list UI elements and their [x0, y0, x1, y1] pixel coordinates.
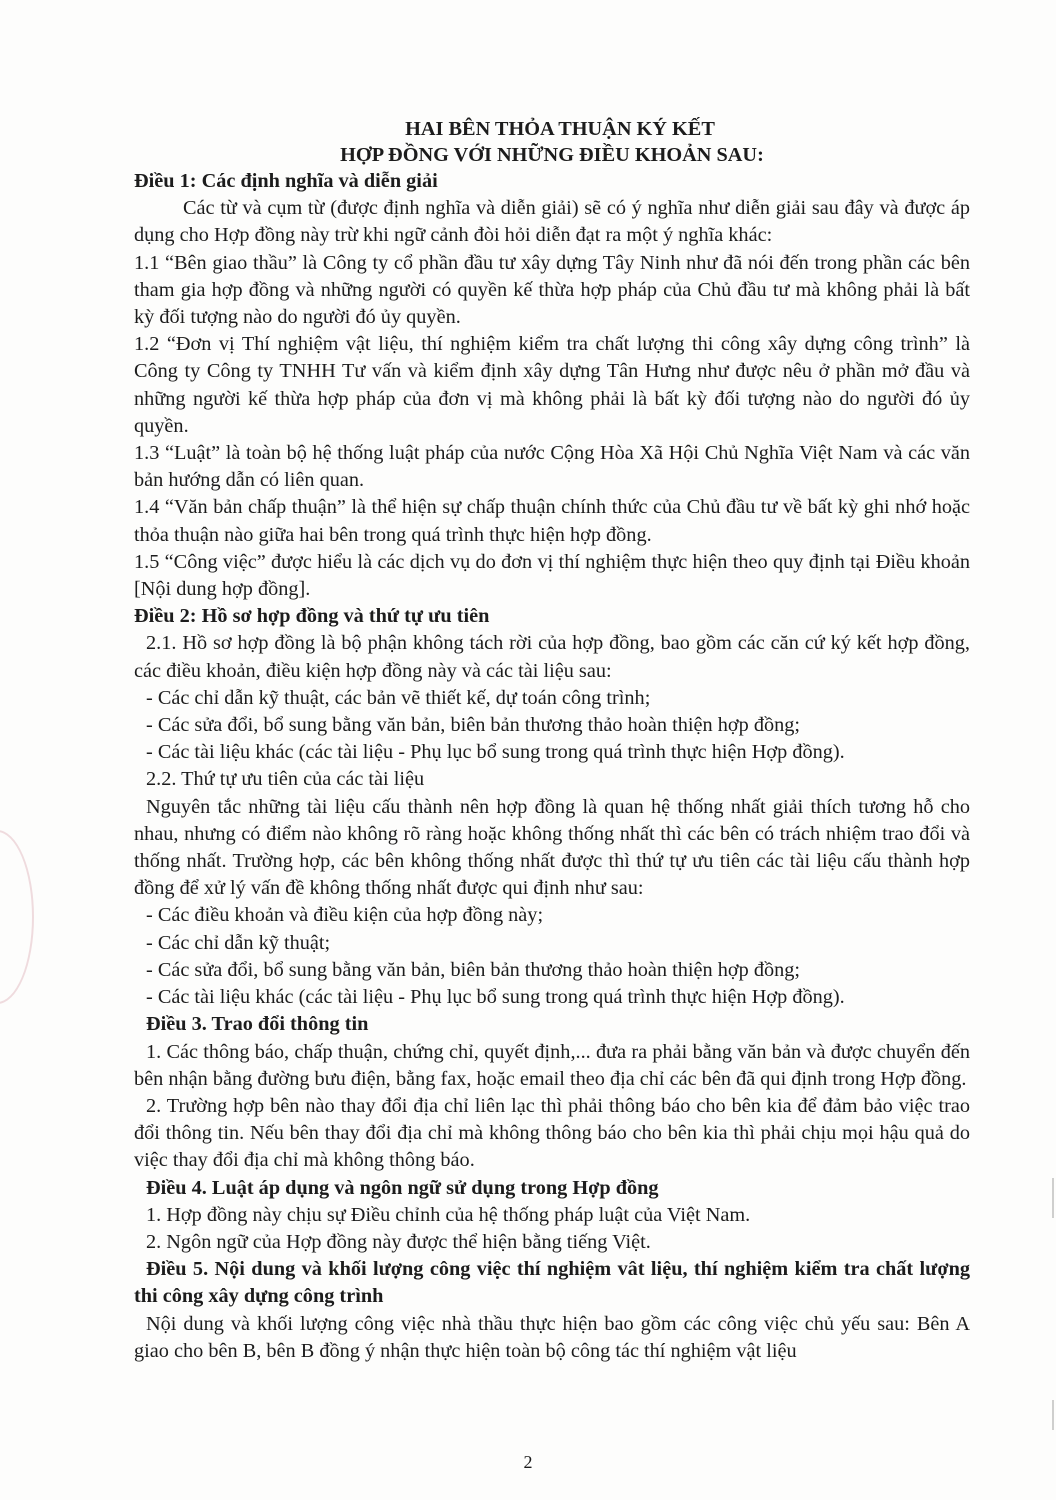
article2-list-item: - Các chỉ dẫn kỹ thuật, các bản vẽ thiết kế, dự toán công trình;: [146, 686, 651, 709]
article2-list-item: - Các tài liệu khác (các tài liệu - Phụ lục bổ sung trong quá trình thực hiện Hợp đồng).: [146, 986, 845, 1009]
article1-heading: Điều 1: Các định nghĩa và diễn giải: [134, 170, 438, 192]
article2-paragraph: Nguyên tắc những tài liệu cấu thành nên hợp đồng là quan hệ thống nhất giải thích tương hỗ cho nhau, nhưng có điểm nào không rõ ràng hoặc không thống nhất thì các bên có trách nhiệm trao đổi và thống nhất. Trường hợp, các bên không thống nhất được thì thứ tự ưu tiên các tài liệu cấu thành hợp đồng để xử lý vấn đề không thống nhất được qui định như sau:: [134, 795, 970, 900]
article2-paragraph: 2.1. Hồ sơ hợp đồng là bộ phận không tách rời của hợp đồng, bao gồm các căn cứ ký kết hợp đồng, các điều khoản, điều kiện hợp đồng này và các tài liệu sau:: [134, 632, 970, 682]
article3-heading: Điều 3. Trao đổi thông tin: [146, 1013, 369, 1036]
article2-list-item: - Các tài liệu khác (các tài liệu - Phụ lục bổ sung trong quá trình thực hiện Hợp đồng).: [146, 741, 845, 764]
article2-subheading: 2.2. Thứ tự ưu tiên của các tài liệu: [146, 768, 425, 791]
article4-paragraph: 1. Hợp đồng này chịu sự Điều chỉnh của hệ thống pháp luật của Việt Nam.: [146, 1203, 751, 1226]
article2-list-item: - Các chỉ dẫn kỹ thuật;: [146, 931, 331, 954]
document-title-line2: HỢP ĐỒNG VỚI NHỮNG ĐIỀU KHOẢN SAU:: [340, 144, 764, 166]
scan-edge-mark: [1052, 1400, 1054, 1430]
article4-paragraph: 2. Ngôn ngữ của Hợp đồng này được thể hiện bằng tiếng Việt.: [146, 1230, 651, 1253]
article2-list-item: - Các sửa đổi, bổ sung bằng văn bản, biên bản thương thảo hoàn thiện hợp đồng;: [146, 714, 801, 737]
article1-item: 1.4 “Văn bản chấp thuận” là thể hiện sự chấp thuận chính thức của Chủ đầu tư về bất kỳ ghi nhớ hoặc thỏa thuận nào giữa hai bên trong quá trình thực hiện hợp đồng.: [134, 496, 970, 546]
article2-list-item: - Các điều khoản và điều kiện của hợp đồng này;: [146, 904, 544, 927]
article4-heading: Điều 4. Luật áp dụng và ngôn ngữ sử dụng trong Hợp đồng: [146, 1176, 659, 1199]
article1-item: 1.5 “Công việc” được hiểu là các dịch vụ do đơn vị thí nghiệm thực hiện theo quy định tại Điều khoản [Nội dung hợp đồng].: [134, 550, 970, 601]
red-seal-stamp-fragment: [0, 830, 34, 1004]
article5-paragraph: Nội dung và khối lượng công việc nhà thầu thực hiện bao gồm các công việc chủ yếu sau: Bên A giao cho bên B, bên B đồng ý nhận thực hiện toàn bộ công tác thí nghiệm vật liệu: [134, 1312, 970, 1362]
article2-list-item: - Các sửa đổi, bổ sung bằng văn bản, biên bản thương thảo hoàn thiện hợp đồng;: [146, 958, 801, 981]
document-body: [134, 116, 970, 1365]
document-title-line1: HAI BÊN THỎA THUẬN KÝ KẾT: [405, 118, 715, 140]
article2-heading: Điều 2: Hồ sơ hợp đồng và thứ tự ưu tiên: [134, 605, 490, 628]
scan-edge-mark: [1052, 1178, 1054, 1218]
article3-paragraph: 2. Trường hợp bên nào thay đổi địa chỉ liên lạc thì phải thông báo cho bên kia để đảm bảo việc trao đổi thông tin. Nếu bên thay đổi địa chỉ mà không thông báo cho bên kia thì phải chịu mọi hậu quả do việc thay đổi địa chỉ mà không thông báo.: [134, 1094, 970, 1172]
article1-item: 1.2 “Đơn vị Thí nghiệm vật liệu, thí nghiệm kiểm tra chất lượng thi công xây dựng công trình” là Công ty Công ty TNHH Tư vấn và kiểm định xây dựng Tân Hưng như được nêu ở phần mở đầu và những người kế thừa hợp pháp của đơn vị mà không phải là bất kỳ đối tượng nào do người đó ủy quyền.: [134, 333, 970, 437]
article1-intro: Các từ và cụm từ (được định nghĩa và diễn giải) sẽ có ý nghĩa như diễn giải sau đây và được áp dụng cho Hợp đồng này trừ khi ngữ cảnh đòi hỏi diễn đạt ra một ý nghĩa khác:: [134, 197, 970, 247]
page-number: 2: [523, 1452, 533, 1472]
article1-item: 1.1 “Bên giao thầu” là Công ty cổ phần đầu tư xây dựng Tây Ninh như đã nói đến trong phần các bên tham gia hợp đồng và những người có quyền kế thừa hợp pháp của Chủ đầu tư mà không phải là bất kỳ đối tượng nào do người đó ủy quyền.: [134, 251, 970, 329]
article5-heading: Điều 5. Nội dung và khối lượng công việc thí nghiệm vât liệu, thí nghiệm kiểm tra chất lượng thi công xây dựng công trình: [134, 1258, 970, 1308]
article3-paragraph: 1. Các thông báo, chấp thuận, chứng chỉ, quyết định,... đưa ra phải bằng văn bản và được chuyển đến bên nhận bằng đường bưu điện, bằng fax, hoặc email theo địa chỉ các bên đã qui định trong Hợp đồng.: [134, 1040, 970, 1090]
article1-item: 1.3 “Luật” là toàn bộ hệ thống luật pháp của nước Cộng Hòa Xã Hội Chủ Nghĩa Việt Nam và các văn bản hướng dẫn có liên quan.: [134, 442, 970, 492]
